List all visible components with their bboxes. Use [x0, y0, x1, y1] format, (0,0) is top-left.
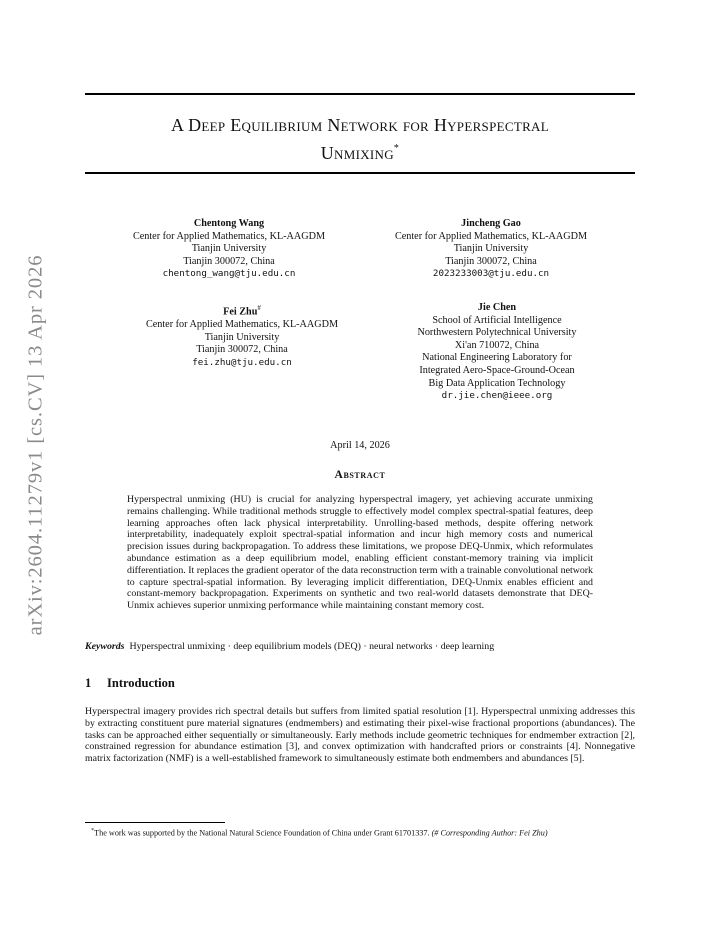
- arxiv-stamp-text: arXiv:2604.11279v1 [cs.CV] 13 Apr 2026: [24, 254, 47, 636]
- section-title: Introduction: [107, 676, 175, 690]
- author-name-wrap: [117, 302, 367, 319]
- author-affiliation-line: Northwestern Polytechnical University: [417, 327, 577, 339]
- author-email: fei.zhu@tju.edu.cn: [192, 356, 292, 368]
- author-email: 2023233003@tju.edu.cn: [432, 268, 550, 280]
- author-affiliation-line: Center for Applied Mathematics, KL-AAGDM: [132, 230, 326, 242]
- title-footnote-mark: *: [393, 143, 400, 154]
- author-email: chentong_wang@tju.edu.cn: [162, 268, 296, 280]
- publication-date: April 14, 2026: [330, 440, 390, 451]
- section-number: 1: [85, 676, 92, 690]
- section-heading: [85, 676, 175, 691]
- corresponding-mark: #: [257, 304, 261, 312]
- author-email: dr.jie.chen@ieee.org: [441, 390, 553, 402]
- author-affiliation-line: Integrated Aero-Space-Ground-Ocean: [419, 364, 575, 376]
- author-block-3: [117, 302, 367, 369]
- author-name: Fei Zhu: [223, 306, 258, 318]
- author-affiliation-line: Tianjin 300072, China: [196, 344, 288, 356]
- author-affiliation-line: Big Data Application Technology: [428, 377, 566, 389]
- author-block-1: [104, 218, 354, 281]
- title-top-rule: [85, 93, 635, 95]
- author-affiliation-line: Tianjin 300072, China: [183, 255, 275, 267]
- author-affiliation-line: School of Artificial Intelligence: [432, 314, 562, 326]
- footnote-italic: (# Corresponding Author: Fei Zhu): [431, 828, 548, 838]
- author-affiliation-line: Tianjin University: [191, 243, 267, 255]
- author-name: Chentong Wang: [193, 218, 265, 229]
- intro-paragraph: Hyperspectral imagery provides rich spectral details but suffers from limited spatial resolution [1]. Hyperspectral unmixing addresses this by extracting constituent pure material signatures (endmembers) and estimating their pixel-wise fractional proportions (abundances). The tasks can be approached either sequentially or simultaneously. Early methods include geometric techniques for endmember extraction [2], constrained regression for abundance estimation [3], and convex optimization with handcrafted priors or constraints [4]. Nonnegative matrix factorization (NMF) is a well-established framework to simultaneously estimate both endmembers and abundances [5].: [85, 706, 635, 765]
- author-affiliation-line: Xi'an 710072, China: [454, 339, 540, 351]
- author-affiliation-line: Center for Applied Mathematics, KL-AAGDM: [394, 230, 588, 242]
- author-affiliation-line: National Engineering Laboratory for: [422, 352, 572, 364]
- paper-title: [85, 113, 635, 165]
- keywords: [85, 641, 645, 652]
- abstract-text: Hyperspectral unmixing (HU) is crucial for analyzing hyperspectral imagery, yet achieving accurate unmixing remains challenging. While traditional methods struggle to effectively model complex spectral-spatial features, deep learning approaches often lack physical interpretability. Unrolling-based methods, despite offering network interpretability, inadequately exploit spectral-spatial information and incur high memory costs and numerical precision issues during backpropagation. To address these limitations, we propose DEQ-Unmix, which reformulates abundance estimation as a deep equilibrium model, enabling efficient constant-memory training via implicit differentiation. It replaces the gradient operator of the data reconstruction term with a trainable convolutional network to capture spectral-spatial information. By leveraging implicit differentiation, DEQ-Unmix enables efficient and constant-memory backpropagation. Experiments on synthetic and two real-world datasets demonstrate that DEQ-Unmix achieves superior unmixing performance while maintaining constant memory cost.: [127, 494, 593, 612]
- title-line-2-text: Unmixing: [320, 143, 394, 163]
- author-affiliation-line: Tianjin University: [453, 243, 529, 255]
- author-affiliation-line: Center for Applied Mathematics, KL-AAGDM: [145, 318, 339, 330]
- author-name: Jincheng Gao: [461, 218, 521, 229]
- title-bottom-rule: [85, 172, 635, 174]
- footnote-text: The work was supported by the National Natural Science Foundation of China under Grant 61701337.: [94, 828, 430, 838]
- author-affiliation-line: Tianjin University: [204, 331, 280, 343]
- author-block-4: [372, 302, 622, 403]
- footnote-mark: *: [91, 828, 95, 834]
- author-block-2: [366, 218, 616, 281]
- author-affiliation-line: Tianjin 300072, China: [445, 255, 537, 267]
- author-name: Jie Chen: [477, 302, 517, 313]
- footnote: [85, 826, 635, 839]
- title-line-2: [85, 137, 635, 165]
- abstract-heading: Abstract: [334, 469, 386, 481]
- title-line-1: A Deep Equilibrium Network for Hyperspectral: [171, 115, 549, 135]
- footnote-rule: [85, 822, 225, 823]
- keywords-label: Keywords: [85, 641, 125, 652]
- keywords-text: Hyperspectral unmixing · deep equilibrium models (DEQ) · neural networks · deep learning: [129, 641, 495, 652]
